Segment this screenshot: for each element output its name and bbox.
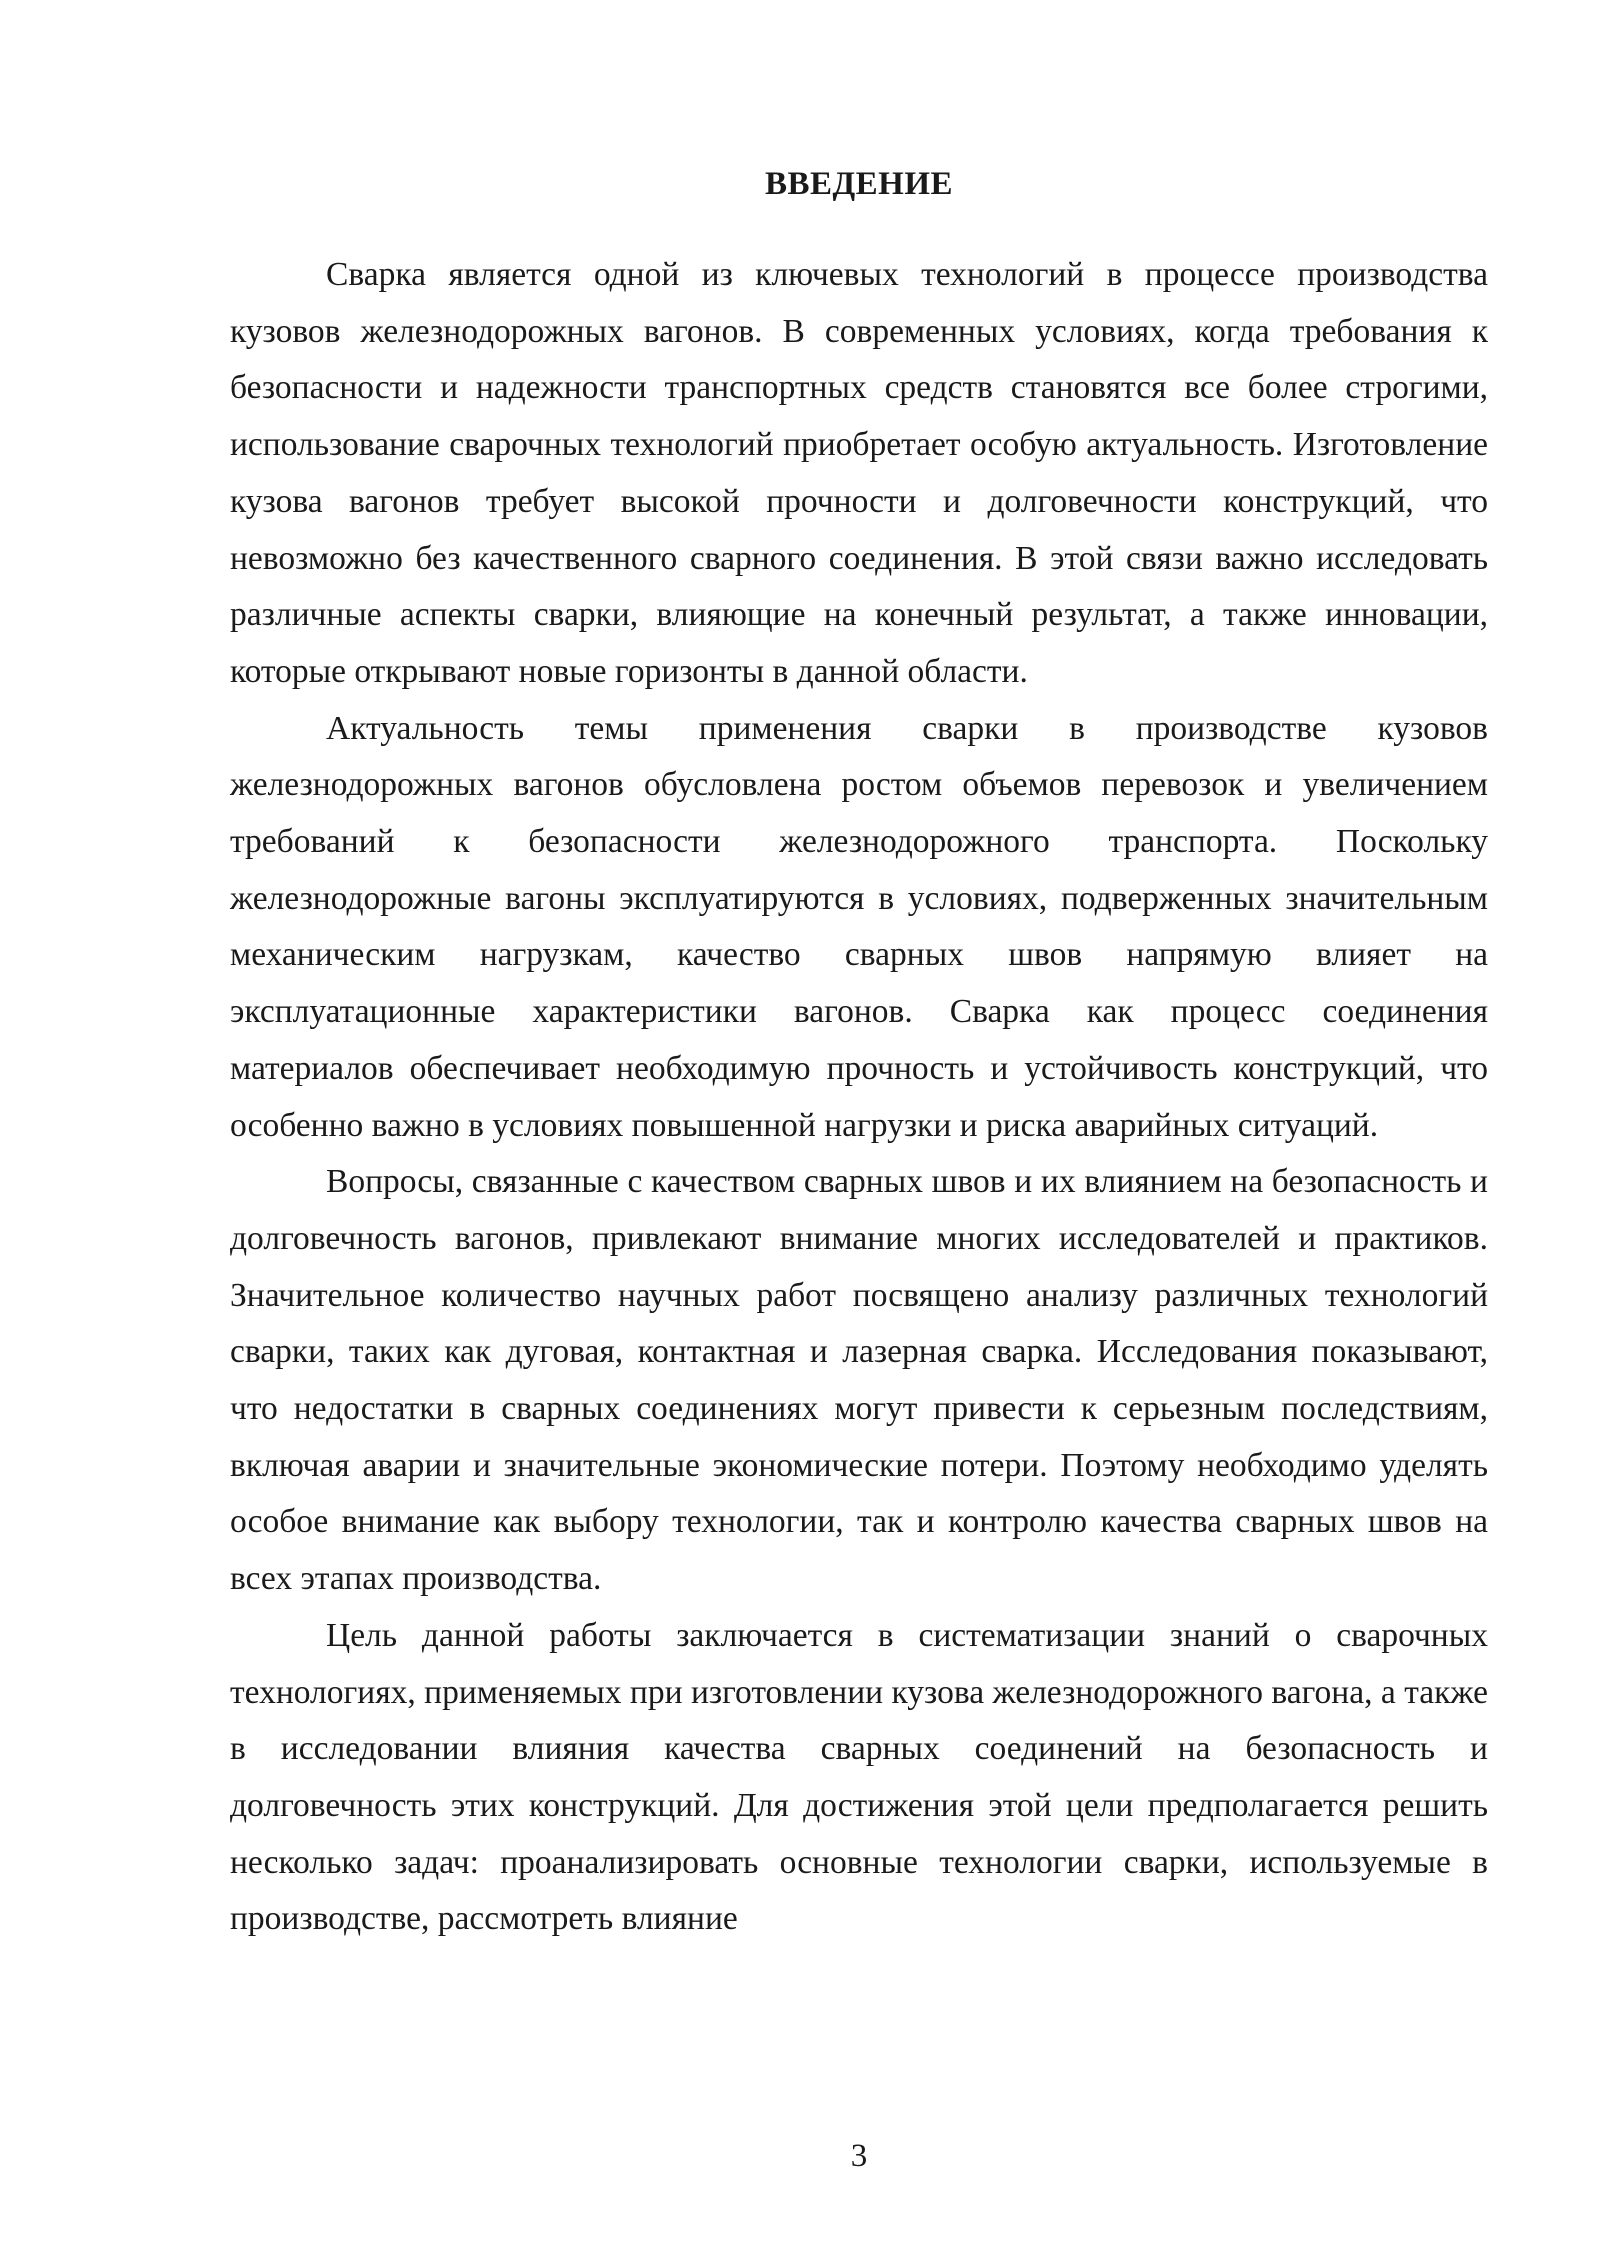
body-text (230, 247, 1488, 1948)
paragraph-4: Цель данной работы заключается в систематизации знаний о сварочных технологиях, применяемых при изготовлении кузова железнодорожного вагона, а также в исследовании влияния качества сварных соединений на безопасность и долговечность этих конструкций. Для достижения этой цели предполагается решить несколько задач: проанализировать основные технологии сварки, используемые в производстве, рассмотреть влияние (230, 1616, 1488, 1938)
paragraph-3: Вопросы, связанные с качеством сварных швов и их влиянием на безопасность и долговечность вагонов, привлекают внимание многих исследователей и практиков. Значительное количество научных работ посвящено анализу различных технологий сварки, таких как дуговая, контактная и лазерная сварка. Исследования показывают, что недостатки в сварных соединениях могут привести к серьезным последствиям, включая аварии и значительные экономические потери. Поэтому необходимо уделять особое внимание как выбору технологии, так и контролю качества сварных швов на всех этапах производства. (230, 1163, 1488, 1598)
paragraph-2: Актуальность темы применения сварки в производстве кузовов железнодорожных вагонов обусловлена ростом объемов перевозок и увеличением требований к безопасности железнодорожного транспорта. Поскольку железнодорожные вагоны эксплуатируются в условиях, подверженных значительным механическим нагрузкам, качество сварных швов напрямую влияет на эксплуатационные характеристики вагонов. Сварка как процесс соединения материалов обеспечивает необходимую прочность и устойчивость конструкций, что особенно важно в условиях повышенной нагрузки и риска аварийных ситуаций. (230, 709, 1488, 1144)
page-number: 3 (850, 2138, 868, 2174)
section-heading: ВВЕДЕНИЕ (764, 166, 954, 202)
paragraph-1: Сварка является одной из ключевых технологий в процессе производства кузовов железнодорожных вагонов. В современных условиях, когда требования к безопасности и надежности транспортных средств становятся все более строгими, использование сварочных технологий приобретает особую актуальность. Изготовление кузова вагонов требует высокой прочности и долговечности конструкций, что невозможно без качественного сварного соединения. В этой связи важно исследовать различные аспекты сварки, влияющие на конечный результат, а также инновации, которые открывают новые горизонты в данной области. (230, 256, 1488, 690)
